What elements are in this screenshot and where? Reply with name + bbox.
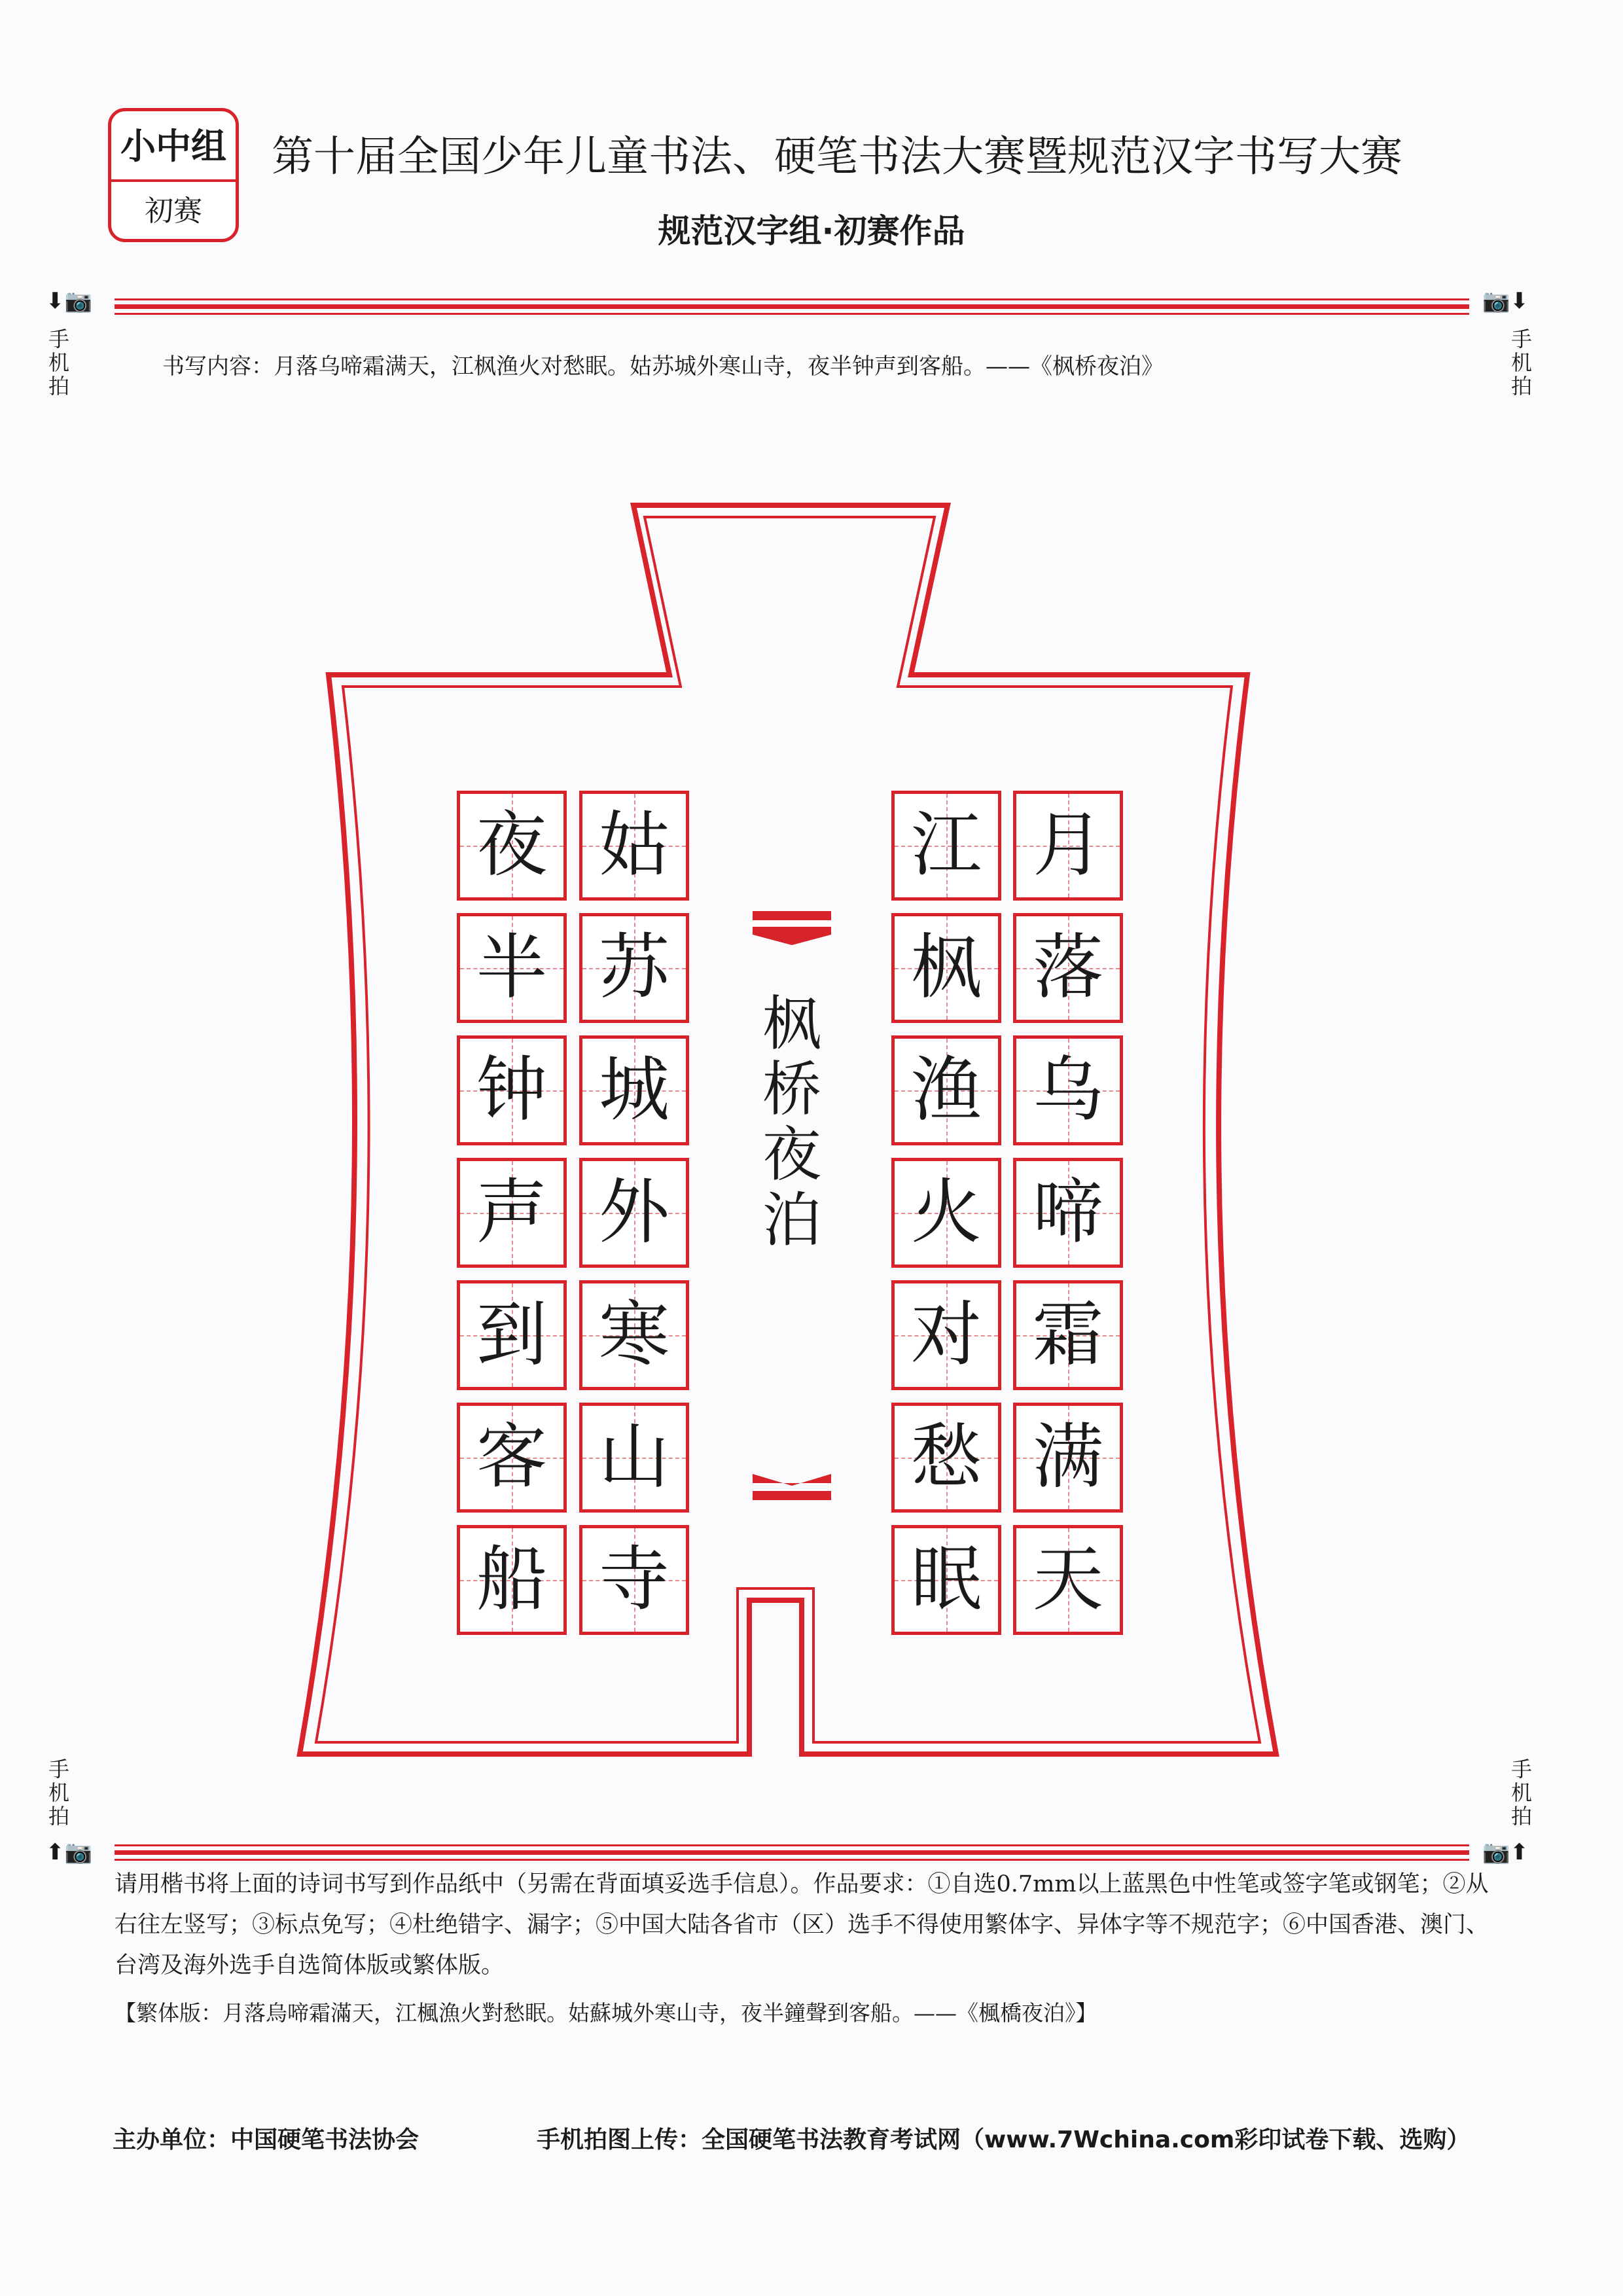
grid-cell: [457, 1158, 567, 1268]
poem-title: 枫桥夜泊: [762, 990, 821, 1255]
page-title: 第十届全国少年儿童书法、硬笔书法大赛暨规范汉字书写大赛: [272, 133, 1402, 181]
bottom-rule: [115, 1844, 1469, 1859]
grid-cell: [891, 1525, 1001, 1635]
photo-hint-right-bottom: 手机拍: [1510, 1757, 1532, 1829]
grid-cell: [1013, 1525, 1123, 1635]
page-subtitle: 规范汉字组·初赛作品: [658, 212, 965, 250]
grid-cell: [579, 791, 689, 901]
poem-character: 对: [910, 1294, 982, 1376]
upload-info: 手机拍图上传：全国硬笔书法教育考试网（www.7Wchina.com彩印试卷下载、选购）: [537, 2126, 1471, 2153]
photo-hint-right: 手机拍: [1510, 327, 1532, 399]
poem-character: 到: [476, 1294, 547, 1376]
grid-cell: [579, 913, 689, 1023]
grid-cell: [891, 1035, 1001, 1145]
grid-cell: [579, 1280, 689, 1390]
grid-cell: [891, 1403, 1001, 1513]
grid-cell: [891, 1158, 1001, 1268]
poem-character: 乌: [1032, 1049, 1103, 1131]
poem-character: 月: [1032, 804, 1103, 886]
poem-character: 愁: [910, 1416, 982, 1498]
grid-cell: [891, 913, 1001, 1023]
organizer: 主办单位：中国硬笔书法协会: [113, 2126, 419, 2153]
grid-cell: [891, 791, 1001, 901]
grid-cell: [891, 1280, 1001, 1390]
poem-character: 落: [1032, 927, 1103, 1009]
grid-cell: [1013, 913, 1123, 1023]
grid-cell: [1013, 1403, 1123, 1513]
poem-character: 姑: [598, 804, 669, 886]
poem-character: 火: [910, 1172, 982, 1253]
grid-cell: [579, 1158, 689, 1268]
camera-upload-icon: ⬆📷: [46, 1839, 92, 1865]
grid-cell: [1013, 791, 1123, 901]
poem-character: 寒: [598, 1294, 669, 1376]
photo-hint-left-bottom: 手机拍: [48, 1757, 69, 1829]
grid-cell: [1013, 1035, 1123, 1145]
poem-character: 啼: [1032, 1172, 1103, 1253]
poem-character: 城: [598, 1049, 669, 1131]
poem-character: 山: [598, 1416, 669, 1498]
poem-character: 声: [476, 1172, 547, 1253]
camera-upload-icon: 📷⬆: [1482, 1839, 1529, 1865]
poem-character: 苏: [598, 927, 669, 1009]
camera-download-icon: 📷⬇: [1482, 288, 1529, 314]
poem-character: 船: [476, 1539, 547, 1621]
writing-content: 书写内容：月落乌啼霜满天，江枫渔火对愁眠。姑苏城外寒山寺，夜半钟声到客船。——《枫桥夜泊》: [162, 353, 1164, 380]
grid-cell: [457, 791, 567, 901]
grid-cell: [1013, 1158, 1123, 1268]
grid-cell: [1013, 1280, 1123, 1390]
poem-character: 江: [910, 804, 982, 886]
requirements-text: 请用楷书将上面的诗词书写到作品纸中（另需在背面填妥选手信息）。作品要求：①自选0.7mm以上蓝黑色中性笔或签字笔或钢笔；②从右往左竖写；③标点免写；④杜绝错字、漏字；⑤中国大陆各省市（区）选手不得使用繁体字、异体字等不规范字；⑥中国香港、澳门、台湾及海外选手自选简体版或繁体版。: [115, 1871, 1489, 1979]
badge-round-label: 初赛: [145, 194, 202, 228]
grid-cell: [457, 913, 567, 1023]
grid-cell: [457, 1280, 567, 1390]
poem-character: 眠: [910, 1539, 982, 1621]
poem-character: 半: [476, 927, 547, 1009]
grid-cell: [457, 1525, 567, 1635]
grid-cell: [579, 1525, 689, 1635]
poem-character: 枫: [910, 927, 982, 1009]
poem-character: 钟: [476, 1049, 547, 1131]
grid-cell: [579, 1035, 689, 1145]
photo-hint-left: 手机拍: [48, 327, 69, 399]
grid-cell: [457, 1403, 567, 1513]
poem-character: 霜: [1032, 1294, 1103, 1376]
grid-cell: [457, 1035, 567, 1145]
poem-character: 满: [1032, 1416, 1103, 1498]
grid-cell: [579, 1403, 689, 1513]
poem-character: 寺: [598, 1539, 669, 1621]
poem-character: 客: [476, 1416, 547, 1498]
poem-character: 夜: [476, 804, 547, 886]
poem-character: 渔: [910, 1049, 982, 1131]
poem-character: 天: [1032, 1539, 1103, 1621]
badge-group-label: 小中组: [120, 126, 226, 167]
poem-character: 外: [598, 1172, 669, 1253]
camera-download-icon: ⬇📷: [46, 288, 92, 314]
traditional-version: 【繁体版：月落烏啼霜滿天，江楓漁火對愁眠。姑蘇城外寒山寺，夜半鐘聲到客船。——《楓橋夜泊》】: [115, 2000, 1097, 2026]
